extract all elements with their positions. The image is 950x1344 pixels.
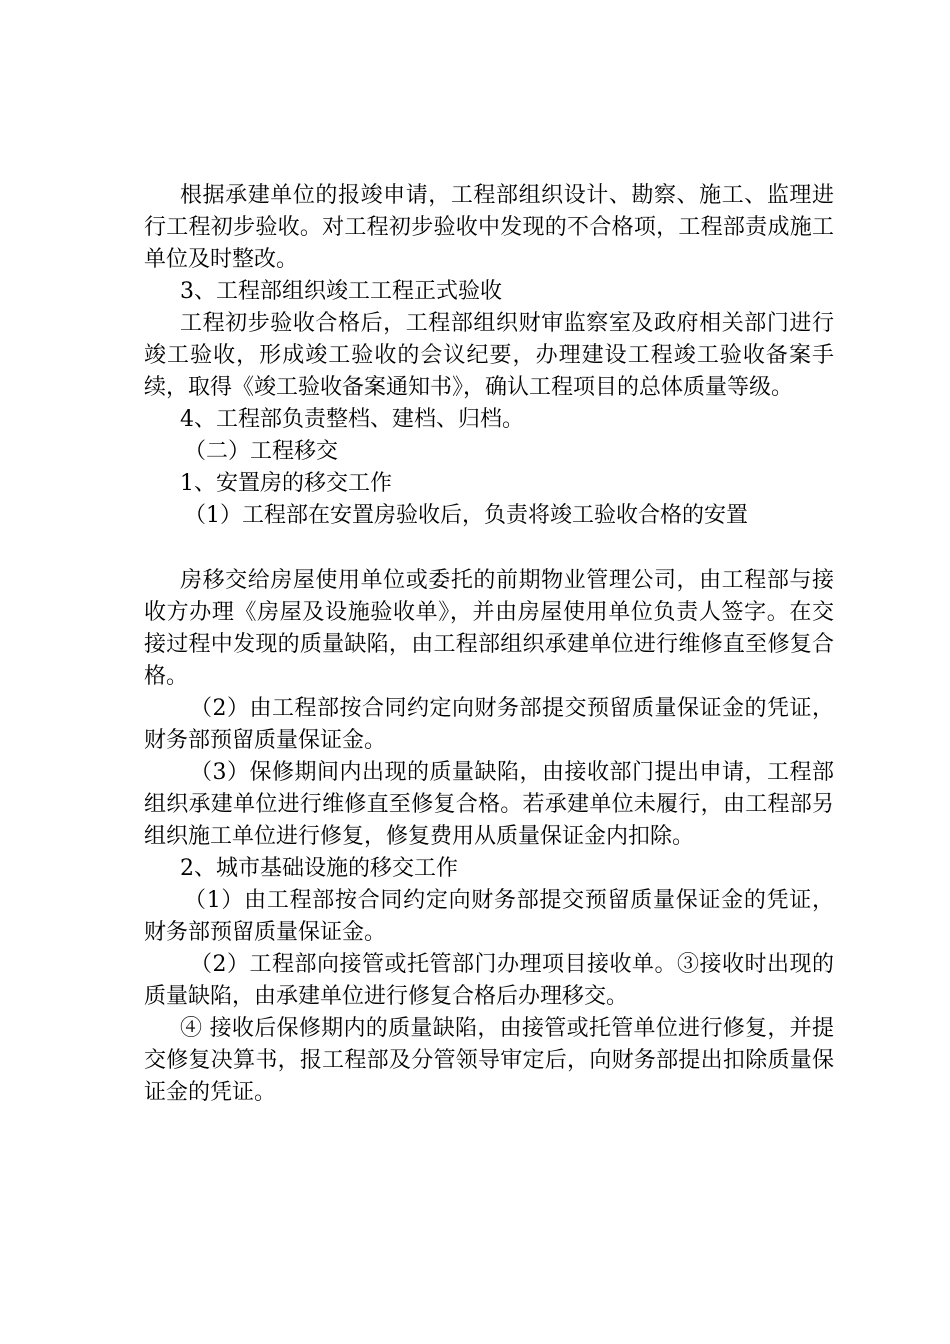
- paragraph-infra-1: （1）由工程部按合同约定向财务部提交预留质量保证金的凭证，财务部预留质量保证金。: [144, 888, 834, 945]
- item-2-heading: 2、城市基础设施的移交工作: [180, 856, 458, 881]
- paragraph-3-warranty-defects: （3）保修期间内出现的质量缺陷，由接收部门提出申请，工程部组织承建单位进行维修直至修复合格。若承建单位未履行，由工程部另组织施工单位进行修复，修复费用从质量保证金内扣除。: [144, 760, 834, 849]
- item-3-heading: 3、工程部组织竣工工程正式验收: [180, 279, 502, 304]
- paragraph-formal-acceptance: 工程初步验收合格后，工程部组织财审监察室及政府相关部门进行竣工验收，形成竣工验收的会议纪要，办理建设工程竣工验收备案手续，取得《竣工验收备案通知书》，确认工程项目的总体质量等级。: [144, 311, 834, 400]
- paragraph-preliminary-acceptance: 根据承建单位的报竣申请，工程部组织设计、勘察、施工、监理进行工程初步验收。对工程初步验收中发现的不合格项，工程部责成施工单位及时整改。: [144, 183, 834, 272]
- paragraph-infra-2: （2）工程部向接管或托管部门办理项目接收单。③接收时出现的质量缺陷，由承建单位进行修复合格后办理移交。: [144, 952, 834, 1009]
- paragraph-1-start: （1）工程部在安置房验收后，负责将竣工验收合格的安置: [184, 503, 748, 528]
- paragraph-1-continued: 房移交给房屋使用单位或委托的前期物业管理公司，由工程部与接收方办理《房屋及设施验收单》，并由房屋使用单位负责人签字。在交接过程中发现的质量缺陷，由工程部组织承建单位进行维修直至修复合格。: [144, 568, 834, 689]
- item-1-heading: 1、安置房的移交工作: [180, 471, 392, 496]
- section-2-heading: （二）工程移交: [184, 439, 339, 464]
- text-block-lower: [144, 565, 834, 1109]
- text-block-upper: [144, 180, 834, 532]
- paragraph-infra-4: ④ 接收后保修期内的质量缺陷，由接管或托管单位进行修复，并提交修复决算书，报工程部及分管领导审定后，向财务部提出扣除质量保证金的凭证。: [144, 1016, 834, 1105]
- paragraph-2-warranty-deposit: （2）由工程部按合同约定向财务部提交预留质量保证金的凭证，财务部预留质量保证金。: [144, 696, 834, 753]
- item-4-heading: 4、工程部负责整档、建档、归档。: [180, 407, 524, 432]
